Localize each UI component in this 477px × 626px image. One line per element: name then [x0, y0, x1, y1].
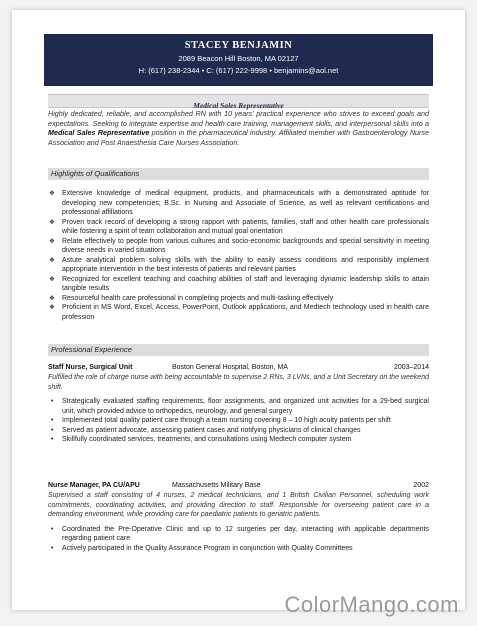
bullet-icon: •	[51, 544, 54, 552]
bullet-icon: •	[51, 426, 54, 434]
job-employer: Massachusetts Military Base	[172, 482, 261, 489]
summary-text-2: position in the pharmaceutical industry. Affiliated member with Gastroenterology Nurse Association and Post Anaesthesia Care Nurses Association.	[48, 128, 429, 147]
candidate-address: 2089 Beacon Hill Boston, MA 02127	[178, 54, 299, 63]
list-item: • Implemented total quality patient care through a team nursing covering 8 – 10 high acuity patients per shift	[51, 417, 391, 424]
job-description: Supervised a staff consisting of 4 nurses, 2 medical technicians, and 1 British Civilian Personnel, scheduling work commitments, coordinating activities, and providing direction to staff. Responsible for overseeing patient care in a demanding environment, while providing care for paediatric patients to geriatric patients.	[48, 492, 429, 518]
list-item: ❖ Resourceful health care professional in completing projects and multi-tasking effectively	[49, 294, 334, 302]
job-heading	[48, 481, 429, 491]
qualifications-list	[48, 189, 429, 322]
job-role: Nurse Manager, PA CU/APU	[48, 482, 140, 489]
job-bullet-list	[48, 525, 429, 554]
list-item: ❖ Proven track record of developing a strong rapport with patients, families, staff and other health care professionals while fostering a spirit of team collaboration and mutual goal orientation	[49, 218, 429, 235]
bullet-icon: •	[51, 436, 54, 443]
position-title-bar	[48, 94, 429, 108]
bullet-icon: •	[51, 417, 54, 424]
chevron-bullet-icon: ❖	[49, 294, 55, 302]
job-entry-staff-nurse	[48, 363, 429, 445]
candidate-contact: H: (617) 238-2344 • C: (617) 222-9998 • benjamins@aol.net	[138, 66, 339, 75]
list-item: • Actively participated in the Quality Assurance Program in conjunction with Quality Committees	[51, 544, 353, 552]
candidate-name: STACEY BENJAMIN	[184, 40, 293, 51]
chevron-bullet-icon: ❖	[49, 256, 55, 264]
list-item: ❖ Extensive knowledge of medical equipment, products, and pharmaceuticals with a demonstrated aptitude for developing new competencies; B.Sc. in Nursing and Associate of Science, as well as relevant certifications and professional affiliations	[49, 190, 429, 216]
watermark-logo: ColorMango.com	[284, 592, 459, 617]
job-employer: Boston General Hospital, Boston, MA	[172, 364, 288, 371]
list-item: ❖ Proficient in MS Word, Excel, Access, PowerPoint, Outlook applications, and Medtech technology used in health care profession	[49, 304, 429, 321]
summary-target-role: Medical Sales Representative	[48, 128, 150, 138]
list-item: • Skillfully coordinated services, treatments, and consultations using Medtech computer system	[51, 436, 352, 443]
list-item: ❖ Relate effectively to people from various cultures and socio-economic backgrounds and special sensitivity in meeting diverse needs in varied situations	[49, 237, 429, 254]
position-title: Medical Sales Representative	[193, 101, 284, 110]
job-bullet-list	[48, 397, 429, 445]
section-header-qualifications	[48, 168, 429, 180]
resume-page	[12, 10, 465, 610]
summary-text-1: Highly dedicated, reliable, and accomplished RN with 10 years' practical experience who strives to exceed goals and expectations. Seeking to integrate expertise and health care training, management skills, and interpersonal skills into a	[48, 109, 429, 128]
job-heading	[48, 363, 429, 373]
job-entry-nurse-manager	[48, 481, 429, 553]
bullet-icon: •	[51, 525, 54, 533]
chevron-bullet-icon: ❖	[49, 218, 55, 226]
resume-header	[44, 34, 433, 86]
list-item: • Coordinated the Pre-Operative Clinic and up to 12 surgeries per day, interacting with applicable departments regarding patient care	[51, 525, 429, 542]
list-item: ❖ Astute analytical problem solving skills with the ability to easily assess conditions and responsibly implement appropriate intervention in the best interests of patients and relevant parties	[49, 256, 429, 273]
chevron-bullet-icon: ❖	[49, 190, 55, 197]
job-description: Fulfilled the role of charge nurse with being accountable to supervise 2 RNs, 3 LVNs, and a Unit Secretary on the weekend shift.	[48, 374, 429, 391]
section-title-experience: Professional Experience	[51, 345, 132, 354]
job-role: Staff Nurse, Surgical Unit	[48, 364, 133, 371]
section-title-qualifications: Highlights of Qualifications	[51, 169, 140, 178]
list-item: • Strategically evaluated staffing requirements, floor assignments, and organized unit activities for a 29-bed surgical unit, which provided advice to orthopedics, neurology, and general surgery	[51, 398, 429, 415]
chevron-bullet-icon: ❖	[49, 237, 55, 245]
job-dates: 2002	[413, 482, 429, 489]
list-item: • Served as patient advocate, assessing patient cases and notifying physicians of clinical changes	[51, 426, 361, 434]
job-dates: 2003–2014	[393, 364, 429, 371]
list-item: ❖ Recognized for excellent teaching and coaching abilities of staff and leveraging dynamic leadership skills to attain tangible results	[49, 275, 429, 292]
bullet-icon: •	[51, 398, 54, 405]
chevron-bullet-icon: ❖	[49, 304, 55, 311]
professional-summary	[48, 109, 429, 147]
chevron-bullet-icon: ❖	[49, 275, 55, 283]
section-header-experience	[48, 344, 429, 356]
